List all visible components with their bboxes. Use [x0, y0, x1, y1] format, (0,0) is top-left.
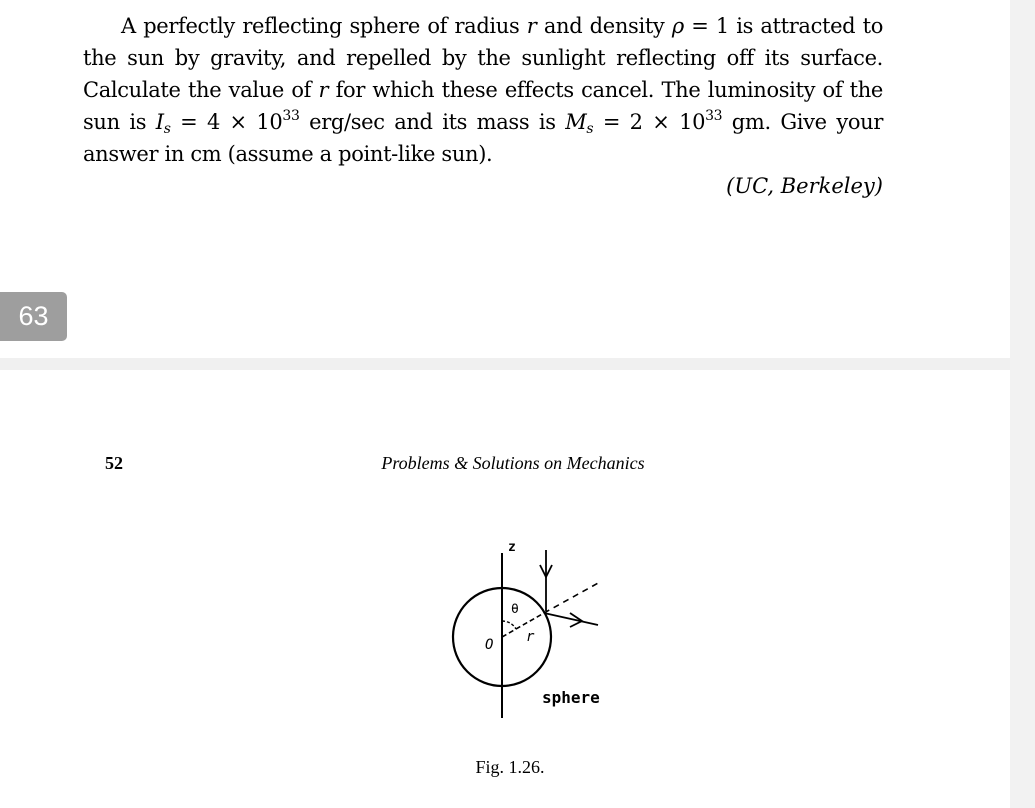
page-separator	[0, 358, 1010, 370]
problem-text-run: = 2 × 10	[593, 110, 706, 134]
problem-text-run: = 1 is attracted to the sun by gravity, and repelled by the sunlight reflecting off its surface. Calculate the value of	[83, 14, 884, 102]
label-o: O	[485, 637, 494, 653]
problem-text-run: A perfectly reflecting sphere of radius	[121, 14, 527, 38]
var-rho: ρ	[671, 14, 684, 38]
problem-text-run: = 4 × 10	[170, 110, 283, 134]
label-theta: θ	[511, 602, 519, 617]
label-sphere: sphere	[542, 688, 600, 707]
subscript-s: s	[163, 121, 171, 137]
page-number-badge: 63	[0, 292, 67, 341]
radius-line	[502, 613, 544, 637]
theta-arc	[502, 621, 516, 629]
running-head: Problems & Solutions on Mechanics	[381, 453, 645, 473]
exponent: 33	[282, 108, 300, 124]
reflected-ray	[544, 613, 598, 625]
label-z: z	[508, 540, 516, 555]
problem-text-run: gm. Give your answer in cm (assume a point-like sun).	[83, 110, 884, 166]
problem-text	[83, 10, 883, 170]
problem-text-run: and density	[536, 14, 672, 38]
figure-sphere-diagram	[440, 535, 620, 725]
normal-extension	[544, 582, 600, 613]
figure-caption: Fig. 1.26.	[475, 757, 545, 777]
var-luminosity: I	[155, 110, 164, 134]
exponent: 33	[705, 108, 723, 124]
problem-source: (UC, Berkeley)	[726, 174, 883, 198]
page-number: 52	[105, 453, 123, 473]
var-r: r	[526, 14, 537, 38]
page-top	[0, 0, 1010, 358]
subscript-s: s	[586, 121, 594, 137]
label-r: r	[526, 629, 535, 645]
var-r: r	[318, 78, 329, 102]
var-mass: M	[565, 110, 587, 134]
problem-text-run: erg/sec and its mass is	[299, 110, 566, 134]
scrollbar-track[interactable]	[1010, 0, 1035, 808]
problem-text-run: for which these effects cancel. The luminosity of the sun is	[83, 78, 883, 134]
